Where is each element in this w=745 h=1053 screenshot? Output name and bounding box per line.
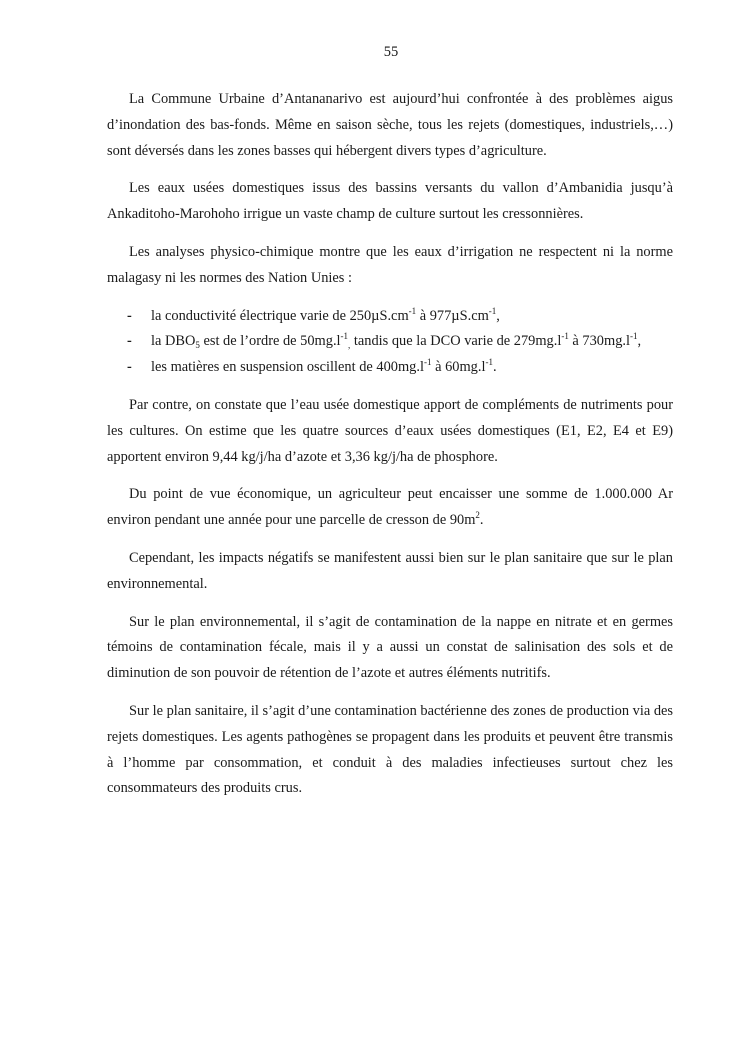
list-item-text: à 730mg.l bbox=[568, 333, 630, 350]
superscript: -1 bbox=[423, 357, 432, 368]
superscript: 2 bbox=[475, 510, 480, 521]
superscript: -1 bbox=[340, 331, 349, 342]
paragraph-5 bbox=[107, 482, 673, 534]
list-item bbox=[107, 329, 673, 355]
norms-list bbox=[107, 304, 673, 381]
list-item bbox=[107, 304, 673, 330]
body-text bbox=[107, 87, 673, 814]
bullet-dash: - bbox=[127, 307, 132, 324]
list-item bbox=[107, 355, 673, 381]
superscript: -1 bbox=[485, 357, 493, 368]
bullet-dash: - bbox=[127, 359, 132, 376]
list-item-text: est de l’ordre de 50mg.l bbox=[199, 333, 341, 350]
paragraph-5-text: Du point de vue économique, un agriculteur peut encaisser une somme de 1.000.000 Ar environ pendant une année pour une parcelle de cresson de 90m bbox=[107, 486, 673, 529]
paragraph-3: Les analyses physico-chimique montre que les eaux d’irrigation ne respectent ni la norme malagasy ni les normes des Nation Unies : bbox=[107, 243, 673, 286]
list-item-text: la DBO bbox=[151, 333, 196, 350]
superscript: -1 bbox=[408, 305, 417, 316]
list-item-text: à 977µS.cm bbox=[416, 307, 489, 324]
paragraph-8: Sur le plan sanitaire, il s’agit d’une contamination bactérienne des zones de production via des rejets domestiques. Les agents pathogènes se propagent dans les produits et peuvent être transmis à l’homme par consommation, et conduit à des maladies infectieuses surtout chez les consommateurs des produits crus. bbox=[107, 702, 673, 797]
list-item-text: les matières en suspension oscillent de 400mg.l bbox=[151, 359, 424, 376]
paragraph-4: Par contre, on constate que l’eau usée domestique apport de compléments de nutriments pour les cultures. On estime que les quatre sources d’eaux usées domestiques (E1, E2, E4 et E9) apportent environ 9,44 kg/j/ha d’azote et 3,36 kg/j/ha de phosphore. bbox=[107, 396, 673, 465]
superscript: -1 bbox=[629, 331, 638, 342]
superscript: -1 bbox=[561, 331, 569, 342]
list-item-text: . bbox=[492, 359, 497, 376]
page-number: 55 bbox=[383, 44, 399, 60]
paragraph-1: La Commune Urbaine d’Antananarivo est aujourd’hui confrontée à des problèmes aigus d’inondation des bas-fonds. Même en saison sèche, tous les rejets (domestiques, industriels,…) sont déversés dans les zones basses qui hébergent divers types d’agriculture. bbox=[107, 91, 673, 159]
list-item-text: à 60mg.l bbox=[431, 359, 486, 376]
bullet-dash: - bbox=[127, 333, 132, 350]
list-item-text: la conductivité électrique varie de 250µS.cm bbox=[151, 307, 409, 324]
paragraph-5-end: . bbox=[479, 512, 484, 529]
subscript: 5 bbox=[195, 340, 200, 351]
superscript: -1 bbox=[488, 305, 497, 316]
list-item-text: , bbox=[496, 307, 500, 324]
list-item-text: , bbox=[637, 333, 642, 350]
paragraph-2: Les eaux usées domestiques issus des bassins versants du vallon d’Ambanidia jusqu’à Ankaditoho-Marohoho irrigue un vaste champ de culture surtout les cressonnières. bbox=[107, 180, 673, 223]
list-item-text: tandis que la DCO varie de 279mg.l bbox=[350, 333, 562, 350]
paragraph-6: Cependant, les impacts négatifs se manifestent aussi bien sur le plan sanitaire que sur le plan environnemental. bbox=[107, 549, 673, 592]
subscript: , bbox=[348, 340, 351, 351]
paragraph-7: Sur le plan environnemental, il s’agit de contamination de la nappe en nitrate et en germes témoins de contamination fécale, mais il y a aussi un constat de salinisation des sols et de diminution de son pouvoir de rétention de l’azote et autres éléments nutritifs. bbox=[107, 613, 673, 682]
